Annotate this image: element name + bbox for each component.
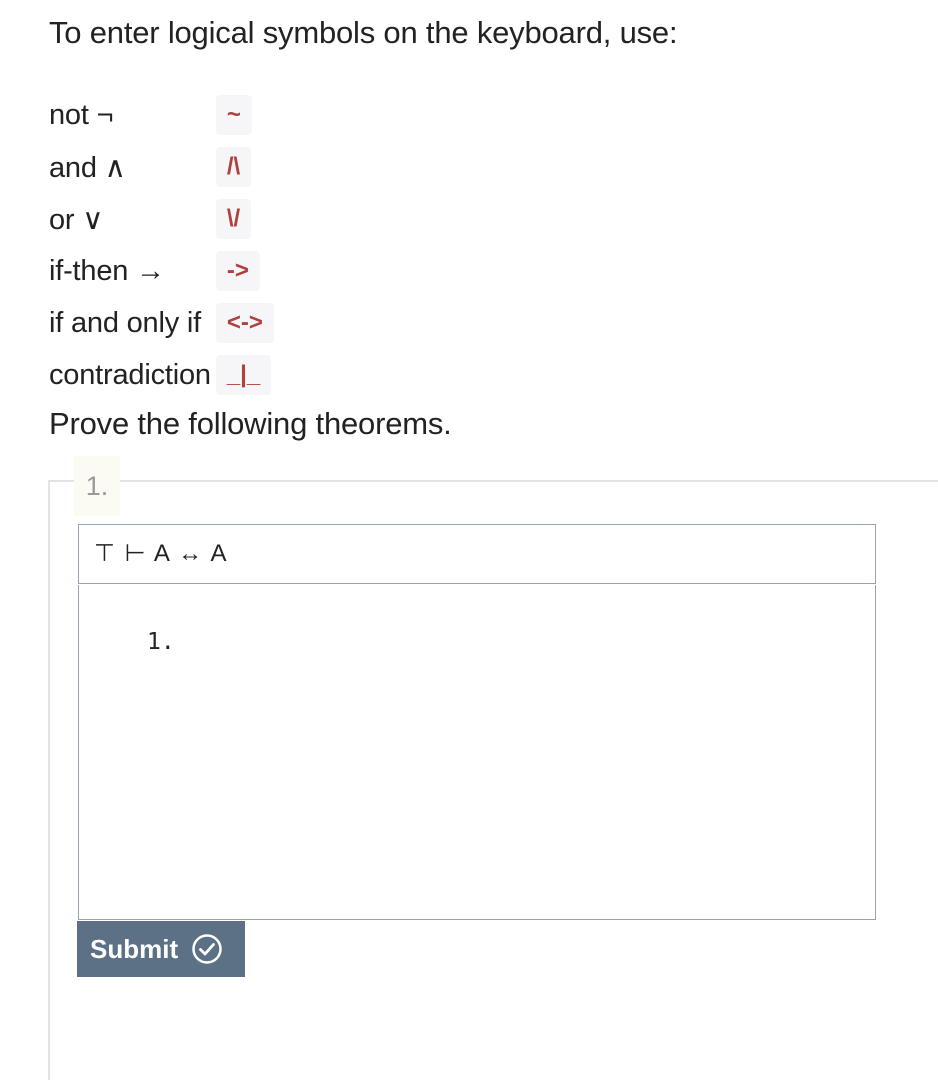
check-circle-icon: [191, 933, 223, 965]
symbol-table: [49, 89, 274, 401]
symbol-row-or: [49, 193, 274, 245]
symbol-name: if and only if: [49, 306, 201, 339]
symbol-row-and: [49, 141, 274, 193]
keyboard-code: /\: [216, 147, 251, 187]
symbol-row-if-then: [49, 245, 274, 297]
prove-heading: Prove the following theorems.: [49, 406, 452, 441]
symbol-name: or ∨: [49, 203, 104, 236]
symbol-name: if-then →: [49, 254, 165, 287]
keyboard-code: <->: [216, 303, 274, 343]
symbol-row-iff: [49, 297, 274, 349]
keyboard-code: \/: [216, 199, 251, 239]
submit-button[interactable]: [77, 921, 245, 977]
problem-number: 1.: [74, 456, 120, 516]
symbol-name: and ∧: [49, 151, 126, 184]
proof-line-number: 1.: [147, 629, 175, 655]
symbol-name: contradiction: [49, 358, 211, 391]
theorem-statement: ⊤ ⊢ A ↔ A: [78, 524, 876, 584]
proof-editor[interactable]: [78, 585, 876, 920]
symbol-row-not: [49, 89, 274, 141]
symbol-row-contradiction: [49, 349, 274, 401]
symbol-name: not ¬: [49, 98, 114, 131]
keyboard-code: _|_: [216, 355, 271, 395]
instructions-heading: To enter logical symbols on the keyboard, use:: [49, 15, 678, 50]
keyboard-code: ~: [216, 95, 252, 135]
keyboard-code: ->: [216, 251, 260, 291]
submit-label: Submit: [90, 933, 179, 964]
